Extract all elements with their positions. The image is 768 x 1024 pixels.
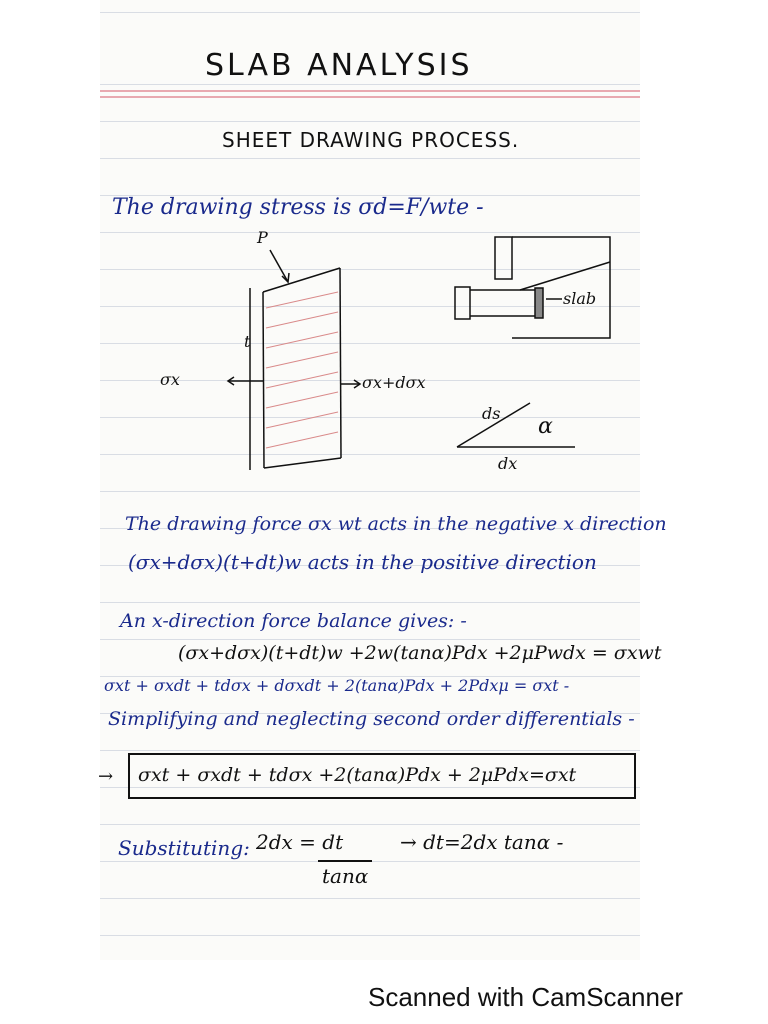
text-line-2: (σx+dσx)(t+dt)w acts in the positive direction (128, 550, 597, 574)
slab-label: slab (563, 289, 597, 308)
result-arrow: → (98, 766, 114, 787)
sheet-right-edge (340, 268, 341, 458)
stress-right-label: σx+dσx (362, 373, 426, 392)
stress-left-label: σx (160, 370, 180, 389)
die-figure (455, 237, 610, 338)
fraction-bar (318, 860, 372, 862)
alpha-label: α (538, 414, 553, 439)
page-subtitle: SHEET DRAWING PROCESS. (222, 128, 520, 152)
drawing-stress-text: The drawing stress is σd=F/wte - (112, 195, 484, 220)
sheet-entry (455, 287, 470, 319)
sheet-element-figure (228, 250, 360, 470)
text-line-4: Simplifying and neglecting second order differentials - (108, 708, 635, 730)
equation-2: σxt + σxdt + tdσx + dσxdt + 2(tanα)Pdx + 2Pdxμ = σxt - (104, 676, 570, 695)
equation-1: (σx+dσx)(t+dt)w +2w(tanα)Pdx +2μPwdx = σxwt (178, 642, 662, 664)
dx-label: dx (498, 454, 518, 473)
sheet-left-edge (263, 292, 264, 468)
boxed-equation: σxt + σxdt + tdσx +2(tanα)Pdx + 2μPdx=σxt (138, 764, 577, 786)
sheet-top-edge (263, 268, 340, 292)
substitution-result: → dt=2dx tanα - (400, 830, 564, 854)
sheet-bottom-edge (264, 458, 341, 468)
slab-element (535, 288, 543, 318)
thickness-label: t (244, 332, 251, 351)
ds-label: ds (482, 404, 501, 423)
die-upper-block (495, 237, 512, 279)
scanner-watermark: Scanned with CamScanner (368, 982, 684, 1012)
die-face (520, 262, 610, 290)
text-line-3: An x-direction force balance gives: - (120, 610, 467, 632)
substitution-numerator: 2dx = dt (256, 830, 344, 854)
hatching (266, 292, 338, 448)
pressure-arrow (270, 250, 288, 282)
angle-figure (457, 403, 575, 447)
text-line-1: The drawing force σx wt acts in the negative x direction (125, 513, 667, 535)
substituting-label: Substituting: (118, 836, 250, 860)
page-title: SLAB ANALYSIS (205, 48, 473, 83)
substitution-denominator: tanα (322, 864, 369, 888)
pressure-label: P (257, 228, 268, 247)
